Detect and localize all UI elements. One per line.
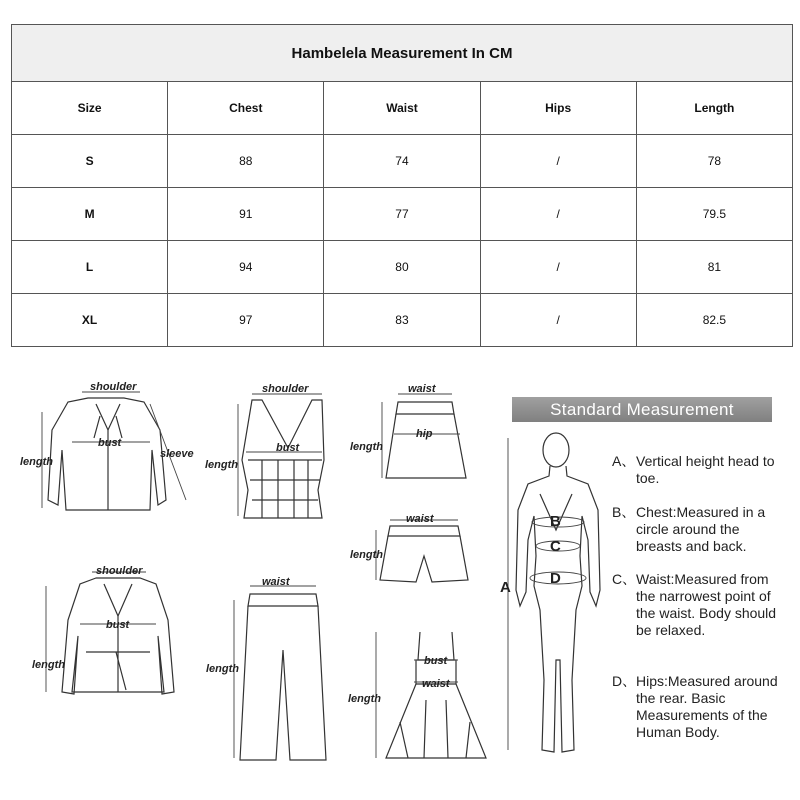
coat-shoulder-label: shoulder bbox=[96, 565, 143, 577]
dress-bust-label: bust bbox=[424, 655, 448, 667]
standard-item-c bbox=[612, 571, 786, 639]
standard-item-b bbox=[612, 504, 786, 555]
cell-length: 81 bbox=[636, 241, 792, 294]
header-size: Size bbox=[12, 82, 168, 135]
cell-hips: / bbox=[480, 135, 636, 188]
table-row bbox=[12, 188, 793, 241]
header-chest: Chest bbox=[168, 82, 324, 135]
shorts-diagram bbox=[350, 513, 468, 582]
shirt-diagram bbox=[20, 381, 194, 510]
shirt-bust-label: bust bbox=[98, 437, 122, 449]
standard-measurement-title: Standard Measurement bbox=[512, 397, 772, 422]
body-mark-a: A bbox=[500, 579, 511, 596]
table-row bbox=[12, 241, 793, 294]
cell-size: XL bbox=[12, 294, 168, 347]
vest-shoulder-label: shoulder bbox=[262, 383, 309, 395]
item-text: Waist:Measured from the narrowest point of the waist. Body should be relaxed. bbox=[636, 571, 777, 638]
cell-hips: / bbox=[480, 241, 636, 294]
coat-diagram bbox=[32, 565, 174, 694]
item-key: A、 bbox=[612, 453, 636, 469]
pants-diagram bbox=[206, 576, 326, 760]
body-figure bbox=[500, 433, 600, 752]
dress-diagram bbox=[348, 632, 486, 758]
coat-length-label: length bbox=[32, 659, 65, 671]
body-mark-d: D bbox=[550, 570, 561, 587]
skirt-waist-label: waist bbox=[408, 383, 436, 395]
vest-diagram bbox=[205, 383, 324, 518]
cell-chest: 88 bbox=[168, 135, 324, 188]
cell-length: 82.5 bbox=[636, 294, 792, 347]
header-length: Length bbox=[636, 82, 792, 135]
item-text: Chest:Measured in a circle around the breasts and back. bbox=[636, 504, 766, 554]
shirt-length-label: length bbox=[20, 456, 53, 468]
item-key: C、 bbox=[612, 571, 637, 587]
cell-hips: / bbox=[480, 294, 636, 347]
cell-hips: / bbox=[480, 188, 636, 241]
shorts-waist-label: waist bbox=[406, 513, 434, 525]
standard-item-a bbox=[612, 453, 786, 487]
dress-length-label: length bbox=[348, 693, 381, 705]
cell-waist: 83 bbox=[324, 294, 480, 347]
vest-bust-label: bust bbox=[276, 442, 300, 454]
skirt-length-label: length bbox=[350, 441, 383, 453]
table-row bbox=[12, 294, 793, 347]
dress-waist-label: waist bbox=[422, 678, 450, 690]
item-text: Vertical height head to toe. bbox=[636, 453, 775, 486]
table-row bbox=[12, 135, 793, 188]
cell-length: 79.5 bbox=[636, 188, 792, 241]
table-header-row bbox=[12, 82, 793, 135]
standard-item-d bbox=[612, 673, 786, 741]
item-key: D、 bbox=[612, 673, 637, 689]
cell-length: 78 bbox=[636, 135, 792, 188]
cell-waist: 77 bbox=[324, 188, 480, 241]
cell-waist: 80 bbox=[324, 241, 480, 294]
cell-chest: 97 bbox=[168, 294, 324, 347]
cell-size: L bbox=[12, 241, 168, 294]
item-text: Hips:Measured around the rear. Basic Measurements of the Human Body. bbox=[636, 673, 778, 740]
shirt-sleeve-label: sleeve bbox=[160, 448, 194, 460]
skirt-hip-label: hip bbox=[416, 428, 433, 440]
shirt-shoulder-label: shoulder bbox=[90, 381, 137, 393]
header-hips: Hips bbox=[480, 82, 636, 135]
cell-size: M bbox=[12, 188, 168, 241]
vest-length-label: length bbox=[205, 459, 238, 471]
item-key: B、 bbox=[612, 504, 636, 520]
cell-size: S bbox=[12, 135, 168, 188]
skirt-diagram bbox=[350, 383, 466, 478]
size-chart-table bbox=[11, 24, 793, 347]
table-title: Hambelela Measurement In CM bbox=[12, 25, 793, 82]
cell-chest: 91 bbox=[168, 188, 324, 241]
coat-bust-label: bust bbox=[106, 619, 130, 631]
shorts-length-label: length bbox=[350, 549, 383, 561]
header-waist: Waist bbox=[324, 82, 480, 135]
body-mark-c: C bbox=[550, 538, 561, 555]
cell-chest: 94 bbox=[168, 241, 324, 294]
body-mark-b: B bbox=[550, 513, 561, 530]
pants-waist-label: waist bbox=[262, 576, 290, 588]
pants-length-label: length bbox=[206, 663, 239, 675]
cell-waist: 74 bbox=[324, 135, 480, 188]
